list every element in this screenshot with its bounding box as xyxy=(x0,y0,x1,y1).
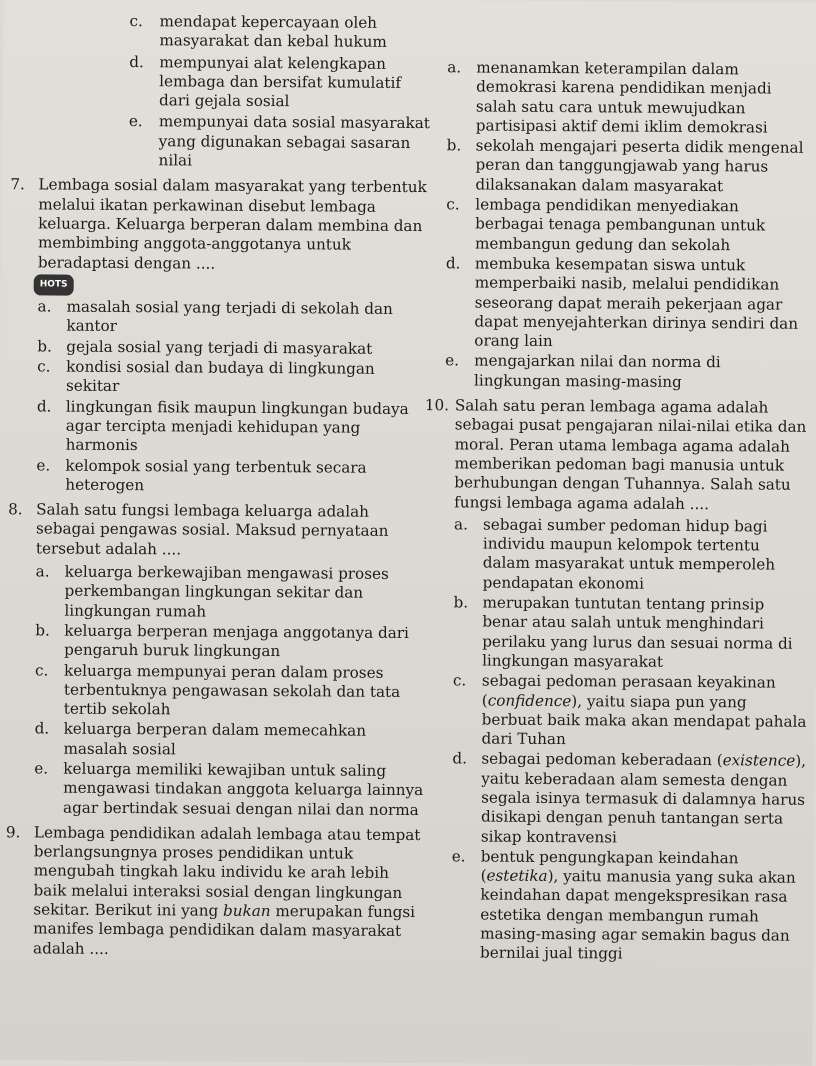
q8-option-c xyxy=(35,661,427,722)
question-number: 8. xyxy=(8,500,23,519)
option-marker: c. xyxy=(37,357,51,376)
option-text: masalah sosial yang terjadi di sekolah dan kantor xyxy=(66,297,393,336)
question-9 xyxy=(5,823,426,961)
option-text: gejala sosial yang terjadi di masyarakat xyxy=(66,337,373,358)
option-marker: a. xyxy=(453,515,469,534)
q7-option-e xyxy=(36,456,428,497)
q10-option-b xyxy=(453,593,808,673)
option-marker: b. xyxy=(37,337,52,356)
question-number: 9. xyxy=(5,823,21,842)
prev-option-d xyxy=(11,52,431,113)
option-marker: c. xyxy=(129,12,143,31)
prev-option-c xyxy=(11,11,431,53)
option-text: kondisi sosial dan budaya di lingkungan sekitar xyxy=(65,357,375,396)
option-marker: d. xyxy=(445,254,461,273)
q7-option-c xyxy=(37,357,429,398)
option-marker: e. xyxy=(451,847,466,866)
option-text-emphasis: estetika xyxy=(486,866,548,886)
option-marker: e. xyxy=(34,759,49,778)
question-text-emphasis: bukan xyxy=(223,901,271,921)
option-marker: a. xyxy=(37,297,52,316)
option-marker: e. xyxy=(128,112,143,131)
option-text-part: ), yaitu manusia yang suka akan keindahan dapat mengekspresikan rasa estetika dengan membangun rumah masing-masing agar semakin bagus dan bernilai jual tinggi xyxy=(479,867,796,963)
q8-option-d xyxy=(34,720,426,761)
option-marker: b. xyxy=(446,136,462,155)
option-text xyxy=(480,847,796,962)
q10-option-d xyxy=(452,750,807,849)
option-text-part: ), yaitu keberadaan alam semesta dengan segala isinya termasuk di dalamnya harus disikapi dengan penuh tantangan serta sikap kontravensi xyxy=(480,752,807,847)
option-marker: b. xyxy=(35,621,50,640)
q8-option-a xyxy=(35,562,427,623)
option-marker: a. xyxy=(447,58,462,77)
option-text: keluarga mempunyai peran dalam proses terbentuknya pengawasan sekolah dan tata tertib sekolah xyxy=(63,661,401,719)
option-text-emphasis: existence xyxy=(722,751,796,771)
q8-option-b xyxy=(35,621,427,662)
option-text: mempunyai data sosial masyarakat yang digunakan sebagai sasaran nilai xyxy=(158,112,430,170)
option-text-part: bentuk pengungkapan keindahan ( xyxy=(480,847,739,885)
option-marker: d. xyxy=(34,719,50,738)
q8-option-e xyxy=(34,759,426,820)
option-text: merupakan tuntutan tentang prinsip benar atau salah untuk menghindari perilaku yang lurus dan sesuai norma di lingkungan masyarakat xyxy=(482,593,793,671)
question-text-part: Lembaga pendidikan adalah lembaga atau tempat berlangsungnya proses pendidikan untuk mengubah tingkah laku individu ke arah lebih baik melalui interaksi sosial dengan lingkungan sekitar. Berikut ini yang xyxy=(33,823,421,920)
q9-option-a xyxy=(447,58,812,138)
question-text: Salah satu peran lembaga agama adalah sebagai pusat pengajaran nilai-nilai etika dan moral. Peran utama lembaga agama adalah memberikan pedoman bagi manusia untuk berhubungan dengan Tuhannya. Salah satu fungsi lembaga agama adalah .... xyxy=(454,396,807,513)
question-7 xyxy=(8,176,430,498)
question-text: Lembaga sosial dalam masyarakat yang terbentuk melalui ikatan perkawinan disebut lembaga keluarga. Keluarga berperan dalam membina dan membimbing anggota-anggotanya untuk beradaptasi dengan .... xyxy=(37,175,427,273)
option-marker: a. xyxy=(35,562,50,581)
q10-option-e xyxy=(451,847,806,965)
option-marker: c. xyxy=(446,195,460,214)
option-text: keluarga berkewajiban mengawasi proses perkembangan lingkungan sekitar dan lingkungan rumah xyxy=(64,562,389,621)
hots-badge: HOTS xyxy=(34,274,74,296)
option-text: kelompok sosial yang terbentuk secara heterogen xyxy=(65,456,367,494)
option-text-part: ), yaitu siapa pun yang berbuat baik maka akan mendapat pahala dari Tuhan xyxy=(481,691,807,749)
option-text: mempunyai alat kelengkapan lembaga dan bersifat kumulatif dari gejala sosial xyxy=(158,52,402,111)
option-text: mendapat kepercayaan oleh masyarakat dan kebal hukum xyxy=(159,12,387,52)
option-text: keluarga memiliki kewajiban untuk saling mengawasi tindakan anggota keluarga lainnya agar bertindak sesuai dengan nilai dan norma xyxy=(63,759,424,819)
q9-option-e xyxy=(445,352,809,393)
option-marker: d. xyxy=(452,749,468,768)
option-marker: d. xyxy=(129,52,144,71)
question-8 xyxy=(6,500,428,820)
prev-option-e xyxy=(11,112,431,173)
q9-option-d xyxy=(445,254,810,353)
question-text-part: merupakan fungsi manifes lembaga pendidikan dalam masyarakat adalah .... xyxy=(33,902,416,958)
question-number: 10. xyxy=(424,396,450,415)
option-text-part: sebagai pedoman keberadaan ( xyxy=(481,749,723,770)
q10-option-c xyxy=(452,672,807,752)
option-marker: c. xyxy=(452,671,467,690)
option-text: mengajarkan nilai dan norma di lingkungan masing-masing xyxy=(473,351,721,391)
option-marker: b. xyxy=(453,593,469,612)
question-10 xyxy=(421,396,809,965)
question-text xyxy=(33,823,426,961)
option-text xyxy=(481,672,806,748)
option-marker: c. xyxy=(34,660,49,679)
question-number: 7. xyxy=(10,175,25,194)
option-text: keluarga berperan menjaga anggotanya dari pengaruh buruk lingkungan xyxy=(64,621,409,661)
q7-option-b xyxy=(37,337,429,359)
question-text: Salah satu fungsi lembaga keluarga adalah sebagai pengawas sosial. Maksud pernyataan tersebut adalah .... xyxy=(35,500,389,559)
option-text: sebagai sumber pedoman hidup bagi individu maupun kelompok tertentu dalam masyarakat untuk memperoleh pendapatan ekonomi xyxy=(482,515,776,593)
q7-option-a xyxy=(37,298,429,339)
q9-option-c xyxy=(446,195,810,255)
option-text-part: sebagai pedoman perasaan keyakinan ( xyxy=(481,671,776,710)
option-text: menanamkan keterampilan dalam demokrasi karena pendidikan menjadi salah satu cara untuk mewujudkan partisipasi aktif demi iklim demokrasi xyxy=(475,58,772,137)
q7-option-d xyxy=(37,397,429,458)
option-text: sekolah mengajari peserta didik mengenal peran dan tanggungjawab yang harus dilaksanakan dalam masyarakat xyxy=(475,136,804,195)
option-marker: d. xyxy=(36,397,52,416)
option-text: keluarga berperan dalam memecahkan masalah sosial xyxy=(63,719,367,759)
option-marker: e. xyxy=(445,351,460,370)
option-marker: e. xyxy=(36,455,51,475)
option-text: lembaga pendidikan menyediakan berbagai tenaga pembangunan untuk membangun gedung dan sekolah xyxy=(474,195,766,254)
option-text: lingkungan fisik maupun lingkungan budaya agar tercipta menjadi kehidupan yang harmonis xyxy=(65,397,409,455)
q10-option-a xyxy=(454,515,809,595)
left-column xyxy=(5,11,432,963)
option-text-emphasis: confidence xyxy=(487,691,572,710)
option-text: membuka kesempatan siswa untuk memperbaiki nasib, melalui pendidikan seseorang dapat meraih pekerjaan agar dapat menyejahterkan dirinya sendiri dan orang lain xyxy=(474,254,799,351)
q9-option-b xyxy=(446,136,810,196)
option-text xyxy=(481,750,806,846)
right-column xyxy=(424,58,811,967)
